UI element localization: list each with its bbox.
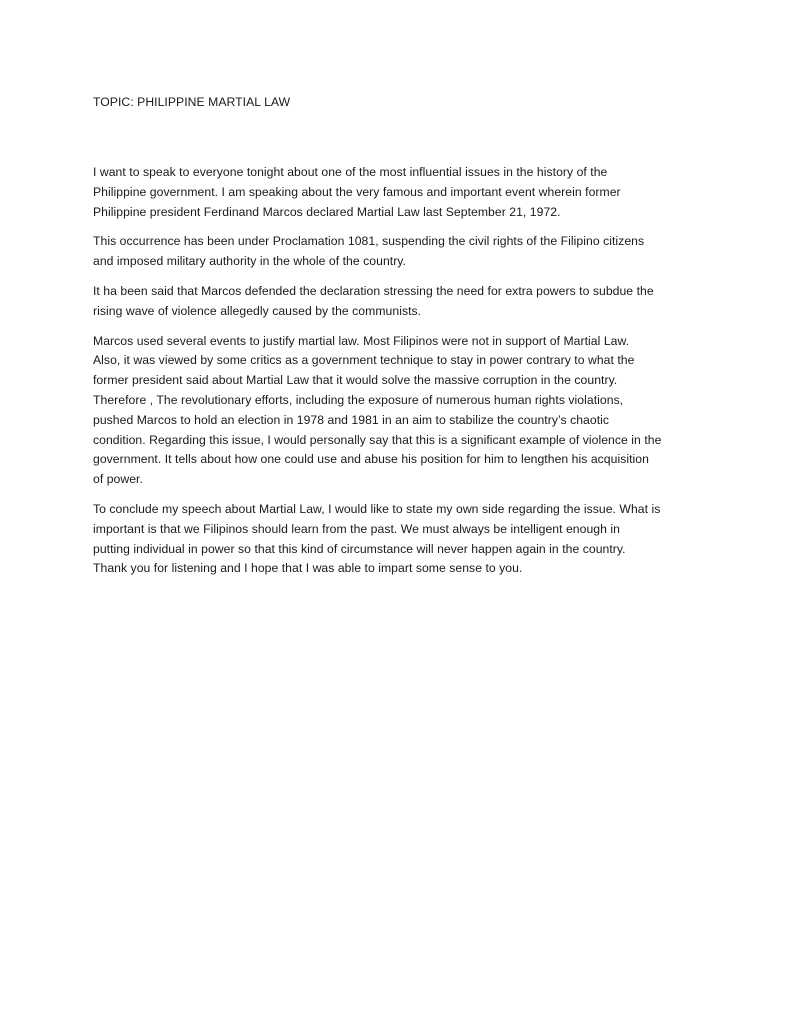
paragraph-line: Philippine government. I am speaking about the very famous and important event wherein former [93, 184, 621, 199]
paragraph-intro [93, 163, 703, 222]
paragraph-line: rising wave of violence allegedly caused by the communists. [93, 303, 422, 318]
paragraph-line: I want to speak to everyone tonight about one of the most influential issues in the history of the [93, 165, 608, 179]
paragraph-line: pushed Marcos to hold an election in 1978 and 1981 in an aim to stabilize the country’s chaotic [93, 412, 610, 427]
paragraph-line: This occurrence has been under Proclamation 1081, suspending the civil rights of the Filipino citizens [93, 234, 645, 249]
paragraph-line: Marcos used several events to justify martial law. Most Filipinos were not in support of Martial Law. [93, 333, 630, 348]
paragraph-line: Philippine president Ferdinand Marcos declared Martial Law last September 21, 1972. [93, 204, 561, 219]
paragraph-line: and imposed military authority in the whole of the country. [93, 254, 406, 269]
paragraph-line: It ha been said that Marcos defended the declaration stressing the need for extra powers to subdue the [93, 283, 654, 298]
paragraph-conclusion [93, 500, 703, 579]
paragraph-line: putting individual in power so that this kind of circumstance will never happen again in the country. [93, 541, 626, 556]
paragraph-line: Thank you for listening and I hope that I was able to impart some sense to you. [93, 561, 523, 576]
document-topic-heading: TOPIC: PHILIPPINE MARTIAL LAW [93, 95, 291, 109]
paragraph-line: important is that we Filipinos should learn from the past. We must always be intelligent enough in [93, 521, 620, 536]
document-body [93, 94, 703, 589]
paragraph-defense [93, 282, 703, 322]
paragraph-line: Therefore , The revolutionary efforts, including the exposure of numerous human rights violations, [93, 392, 624, 407]
paragraph-justification [93, 332, 703, 490]
paragraph-line: former president said about Martial Law that it would solve the massive corruption in the country. [93, 373, 618, 388]
paragraph-line: government. It tells about how one could use and abuse his position for him to lengthen his acquisition [93, 452, 649, 467]
paragraph-line: condition. Regarding this issue, I would personally say that this is a significant example of violence in the [93, 432, 662, 447]
paragraph-line: of power. [93, 472, 143, 487]
paragraph-proclamation [93, 232, 703, 272]
paragraph-line: Also, it was viewed by some critics as a government technique to stay in power contrary to what the [93, 353, 635, 368]
paragraph-line: To conclude my speech about Martial Law, I would like to state my own side regarding the issue. What is [93, 501, 661, 516]
